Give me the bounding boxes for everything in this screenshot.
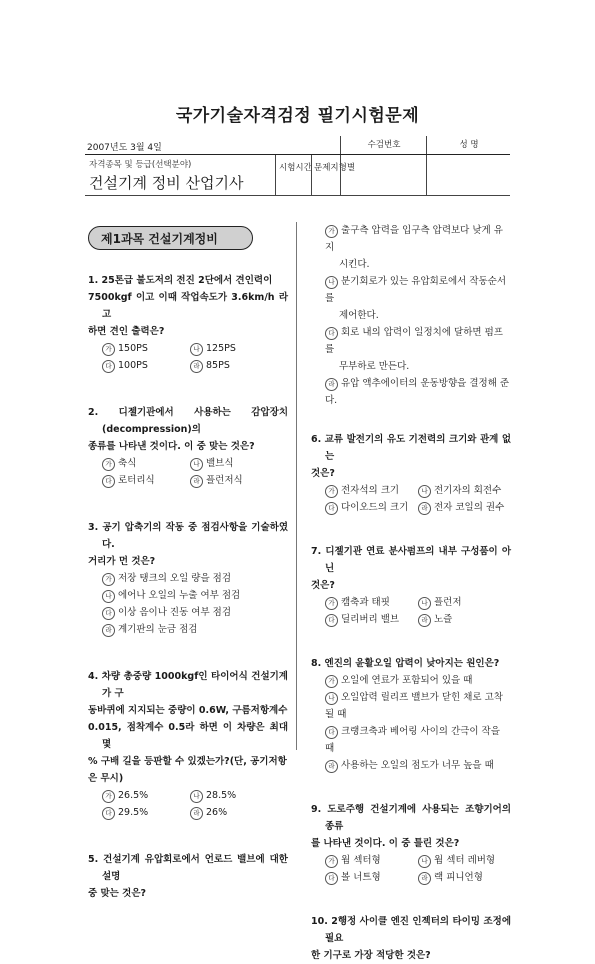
- examinee-no-label: 수검번호: [340, 136, 427, 154]
- option-marker-icon: 가: [325, 597, 338, 610]
- option-text: 29.5%: [118, 807, 149, 818]
- question-stem-line: 한 기구로 가장 적당한 것은?: [311, 950, 431, 961]
- question-stem: [88, 851, 288, 902]
- option-marker-icon: 라: [418, 872, 431, 885]
- question-stem-line: 2. 디젤기관에서 사용하는 감압장치(decompression)의: [88, 407, 288, 435]
- option-text: 저장 탱크의 오일 량을 점검: [118, 573, 232, 584]
- question-stem-line: 하면 견인 출력은?: [88, 326, 165, 337]
- option-marker-icon: 가: [102, 343, 115, 356]
- option-marker-icon: 라: [325, 378, 338, 391]
- option: [311, 324, 511, 358]
- option: [190, 455, 278, 472]
- option-row: [88, 472, 288, 489]
- question-stem: [311, 543, 511, 594]
- question: [88, 668, 288, 821]
- option-text: 축식: [118, 458, 137, 469]
- field-label: 자격종목 및 등급(선택분야): [89, 160, 192, 170]
- option-marker-icon: 나: [418, 485, 431, 498]
- option-marker-icon: 다: [325, 502, 338, 515]
- option-marker-icon: 나: [190, 458, 203, 471]
- question-stem-line: 것은?: [311, 580, 335, 591]
- option: [418, 594, 511, 611]
- option-marker-icon: 나: [325, 692, 338, 705]
- question-stem-line: 6. 교류 발전기의 유도 기전력의 크기와 관계 없는: [311, 434, 511, 462]
- option: [418, 869, 511, 886]
- question-stem-line: 거리가 먼 것은?: [88, 556, 156, 567]
- option-text: 플런저식: [206, 475, 243, 486]
- question-stem: [311, 913, 511, 964]
- option: [325, 611, 418, 628]
- option-marker-icon: 나: [190, 790, 203, 803]
- option-text: 노즐: [434, 614, 453, 625]
- option-row: [88, 804, 288, 821]
- question: [88, 851, 288, 902]
- option-text: 150PS: [118, 343, 148, 354]
- option-text: 플런저: [434, 597, 462, 608]
- option: [311, 273, 511, 307]
- question-5-options: [311, 222, 511, 409]
- option-marker-icon: 다: [102, 360, 115, 373]
- option-row: [88, 340, 288, 357]
- option-marker-icon: 가: [102, 573, 115, 586]
- option-text: 이상 음이나 진동 여부 점검: [118, 607, 232, 618]
- question-stem-line: 7. 디젤기관 연료 분사펌프의 내부 구성품이 아닌: [311, 546, 511, 574]
- time-cell: [275, 155, 312, 195]
- option-text: 26%: [206, 807, 228, 818]
- option-marker-icon: 가: [102, 790, 115, 803]
- option: [325, 482, 418, 499]
- question-stem: [311, 655, 511, 672]
- question-stem-line: 4. 차량 총중량 1000kgf인 타이어식 건설기계가 구: [88, 671, 288, 699]
- option-row: [311, 499, 511, 516]
- question-stem-line: 동바퀴에 지지되는 중량이 0.6W, 구름저항계수: [88, 705, 288, 716]
- question-stem-line: 3. 공기 압축기의 작동 중 점검사항을 기술하였다.: [88, 522, 288, 550]
- option-marker-icon: 다: [102, 807, 115, 820]
- question-stem: [88, 272, 288, 340]
- question-stem-line: 10. 2행정 사이클 엔진 인젝터의 타이밍 조정에 필요: [311, 916, 511, 944]
- option-marker-icon: 라: [190, 475, 203, 488]
- option-text: 웜 섹터 레버형: [434, 855, 496, 866]
- option-marker-icon: 라: [325, 760, 338, 773]
- option: [102, 455, 190, 472]
- option: [102, 357, 190, 374]
- option-marker-icon: 가: [325, 855, 338, 868]
- exam-header-table: [85, 136, 510, 196]
- question-stem-line: 중 맞는 것은?: [88, 888, 147, 899]
- option: [190, 357, 278, 374]
- question-stem-line: 0.015, 점착계수 0.5라 하면 이 차량은 최대 몇: [88, 722, 288, 750]
- question-stem-line: 8. 엔진의 윤활오일 압력이 낮아지는 원인은?: [311, 658, 500, 669]
- question: [311, 913, 511, 964]
- option: [311, 689, 511, 723]
- option-text: 오일에 연료가 포함되어 있을 때: [341, 675, 473, 686]
- name-box: [426, 155, 511, 195]
- right-column: [311, 222, 511, 964]
- option: [418, 499, 511, 516]
- option-row: [311, 482, 511, 499]
- option: [88, 587, 288, 604]
- question: [311, 655, 511, 774]
- option-row: [311, 852, 511, 869]
- option-marker-icon: 가: [325, 485, 338, 498]
- option-row: [311, 869, 511, 886]
- question-stem: [88, 668, 288, 787]
- option: [311, 672, 511, 689]
- option-text: 시킨다.: [339, 259, 370, 270]
- option-marker-icon: 다: [325, 726, 338, 739]
- option-continuation: [311, 256, 511, 273]
- option-continuation: [311, 358, 511, 375]
- option-text: 출구측 압력을 입구측 압력보다 낮게 유지: [325, 225, 503, 253]
- field-value: 건설기계 정비 산업기사: [89, 174, 244, 192]
- option-marker-icon: 나: [102, 590, 115, 603]
- option: [88, 604, 288, 621]
- option: [325, 852, 418, 869]
- option-row: [311, 611, 511, 628]
- option-text: 100PS: [118, 360, 148, 371]
- option: [311, 757, 511, 774]
- option-text: 유압 액추에이터의 운동방향을 결정해 준다.: [325, 378, 510, 406]
- option: [102, 340, 190, 357]
- option-marker-icon: 가: [325, 225, 338, 238]
- option-text: 오일압력 릴리프 밸브가 닫힌 채로 고착될 때: [325, 692, 503, 720]
- option-text: 랙 피니언형: [434, 872, 483, 883]
- question: [311, 801, 511, 886]
- option: [325, 869, 418, 886]
- option-row: [311, 594, 511, 611]
- question-stem-line: % 구배 길을 등판할 수 있겠는가?(단, 공기저항: [88, 756, 287, 767]
- question-stem-line: 7500kgf 이고 이때 작업속도가 3.6km/h 라고: [88, 292, 288, 320]
- option-text: 26.5%: [118, 790, 149, 801]
- option-text: 전자 코일의 권수: [434, 502, 505, 513]
- option-marker-icon: 나: [325, 276, 338, 289]
- section-title: 제1과목 건설기계정비: [88, 226, 253, 250]
- option-text: 사용하는 오일의 점도가 너무 높을 때: [341, 760, 494, 771]
- option-text: 전기자의 회전수: [434, 485, 502, 496]
- option: [418, 482, 511, 499]
- option-marker-icon: 다: [102, 475, 115, 488]
- option-text: 전자석의 크기: [341, 485, 400, 496]
- question-stem-line: 9. 도로주행 건설기계에 사용되는 조향기어의 종류: [311, 804, 511, 832]
- examinee-no-box: [340, 155, 427, 195]
- option-marker-icon: 가: [325, 675, 338, 688]
- option-text: 다이오드의 크기: [341, 502, 409, 513]
- option-marker-icon: 라: [418, 614, 431, 627]
- option-marker-icon: 다: [325, 327, 338, 340]
- option: [190, 804, 278, 821]
- option: [311, 375, 511, 409]
- option-text: 에어나 오일의 누출 여부 점검: [118, 590, 241, 601]
- option-row: [88, 455, 288, 472]
- question: [311, 543, 511, 628]
- header-row-top: [85, 136, 510, 155]
- left-column: [88, 272, 288, 902]
- option-continuation: [311, 307, 511, 324]
- option: [102, 472, 190, 489]
- option-marker-icon: 다: [325, 614, 338, 627]
- question-stem-line: 5. 건설기계 유압회로에서 언로드 밸브에 대한 설명: [88, 854, 288, 882]
- option: [311, 723, 511, 757]
- time-label: 시험시간: [279, 163, 312, 173]
- question-stem-line: 종류를 나타낸 것이다. 이 중 맞는 것은?: [88, 441, 255, 452]
- option-text: 제어한다.: [339, 310, 379, 321]
- option: [88, 570, 288, 587]
- question-stem: [311, 801, 511, 852]
- option: [190, 787, 278, 804]
- option-text: 85PS: [206, 360, 230, 371]
- type-label: 문제지형별: [314, 163, 356, 173]
- question: [88, 404, 288, 489]
- question-stem: [88, 519, 288, 570]
- option-text: 28.5%: [206, 790, 237, 801]
- option-text: 무부하로 만든다.: [339, 361, 410, 372]
- option-text: 회로 내의 압력이 일정치에 달하면 펌프를: [325, 327, 503, 355]
- option-text: 밸브식: [206, 458, 234, 469]
- option: [102, 804, 190, 821]
- question-stem: [311, 431, 511, 482]
- option-text: 딜리버리 밸브: [341, 614, 400, 625]
- option: [190, 472, 278, 489]
- option-marker-icon: 나: [418, 597, 431, 610]
- exam-date: 2007년도 3월 4일: [87, 143, 162, 153]
- option-marker-icon: 다: [102, 607, 115, 620]
- question-stem-line: 를 나타낸 것이다. 이 중 틀린 것은?: [311, 838, 460, 849]
- question: [88, 519, 288, 638]
- option: [325, 594, 418, 611]
- option-marker-icon: 라: [102, 624, 115, 637]
- option-marker-icon: 라: [190, 360, 203, 373]
- option: [325, 499, 418, 516]
- question: [88, 272, 288, 374]
- option-marker-icon: 가: [102, 458, 115, 471]
- option: [418, 852, 511, 869]
- type-cell: [311, 155, 356, 195]
- option-marker-icon: 나: [418, 855, 431, 868]
- question-stem-line: 1. 25톤급 불도저의 전진 2단에서 견인력이: [88, 275, 273, 286]
- option-text: 볼 너트형: [341, 872, 381, 883]
- question-stem-line: 은 무시): [88, 773, 124, 784]
- option-text: 분기회로가 있는 유압회로에서 작동순서를: [325, 276, 507, 304]
- option-text: 계기판의 눈금 점검: [118, 624, 198, 635]
- field-cell: [85, 155, 275, 195]
- exam-title: 국가기술자격검정 필기시험문제: [175, 106, 420, 126]
- option: [190, 340, 278, 357]
- option-marker-icon: 라: [190, 807, 203, 820]
- option-row: [88, 357, 288, 374]
- option: [311, 222, 511, 256]
- question: [311, 431, 511, 516]
- header-row-bottom: [85, 155, 510, 196]
- option-row: [88, 787, 288, 804]
- option-marker-icon: 라: [418, 502, 431, 515]
- option: [88, 621, 288, 638]
- column-divider: [296, 222, 297, 750]
- option-text: 캠축과 태핏: [341, 597, 390, 608]
- option-text: 로터리식: [118, 475, 155, 486]
- option-text: 웜 섹터형: [341, 855, 381, 866]
- option-marker-icon: 나: [190, 343, 203, 356]
- option-marker-icon: 다: [325, 872, 338, 885]
- option: [418, 611, 511, 628]
- question-stem-line: 것은?: [311, 468, 335, 479]
- name-label: 성 명: [426, 136, 511, 154]
- option-text: 크랭크축과 베어링 사이의 간극이 작을 때: [325, 726, 500, 754]
- option: [102, 787, 190, 804]
- question-stem: [88, 404, 288, 455]
- option-text: 125PS: [206, 343, 236, 354]
